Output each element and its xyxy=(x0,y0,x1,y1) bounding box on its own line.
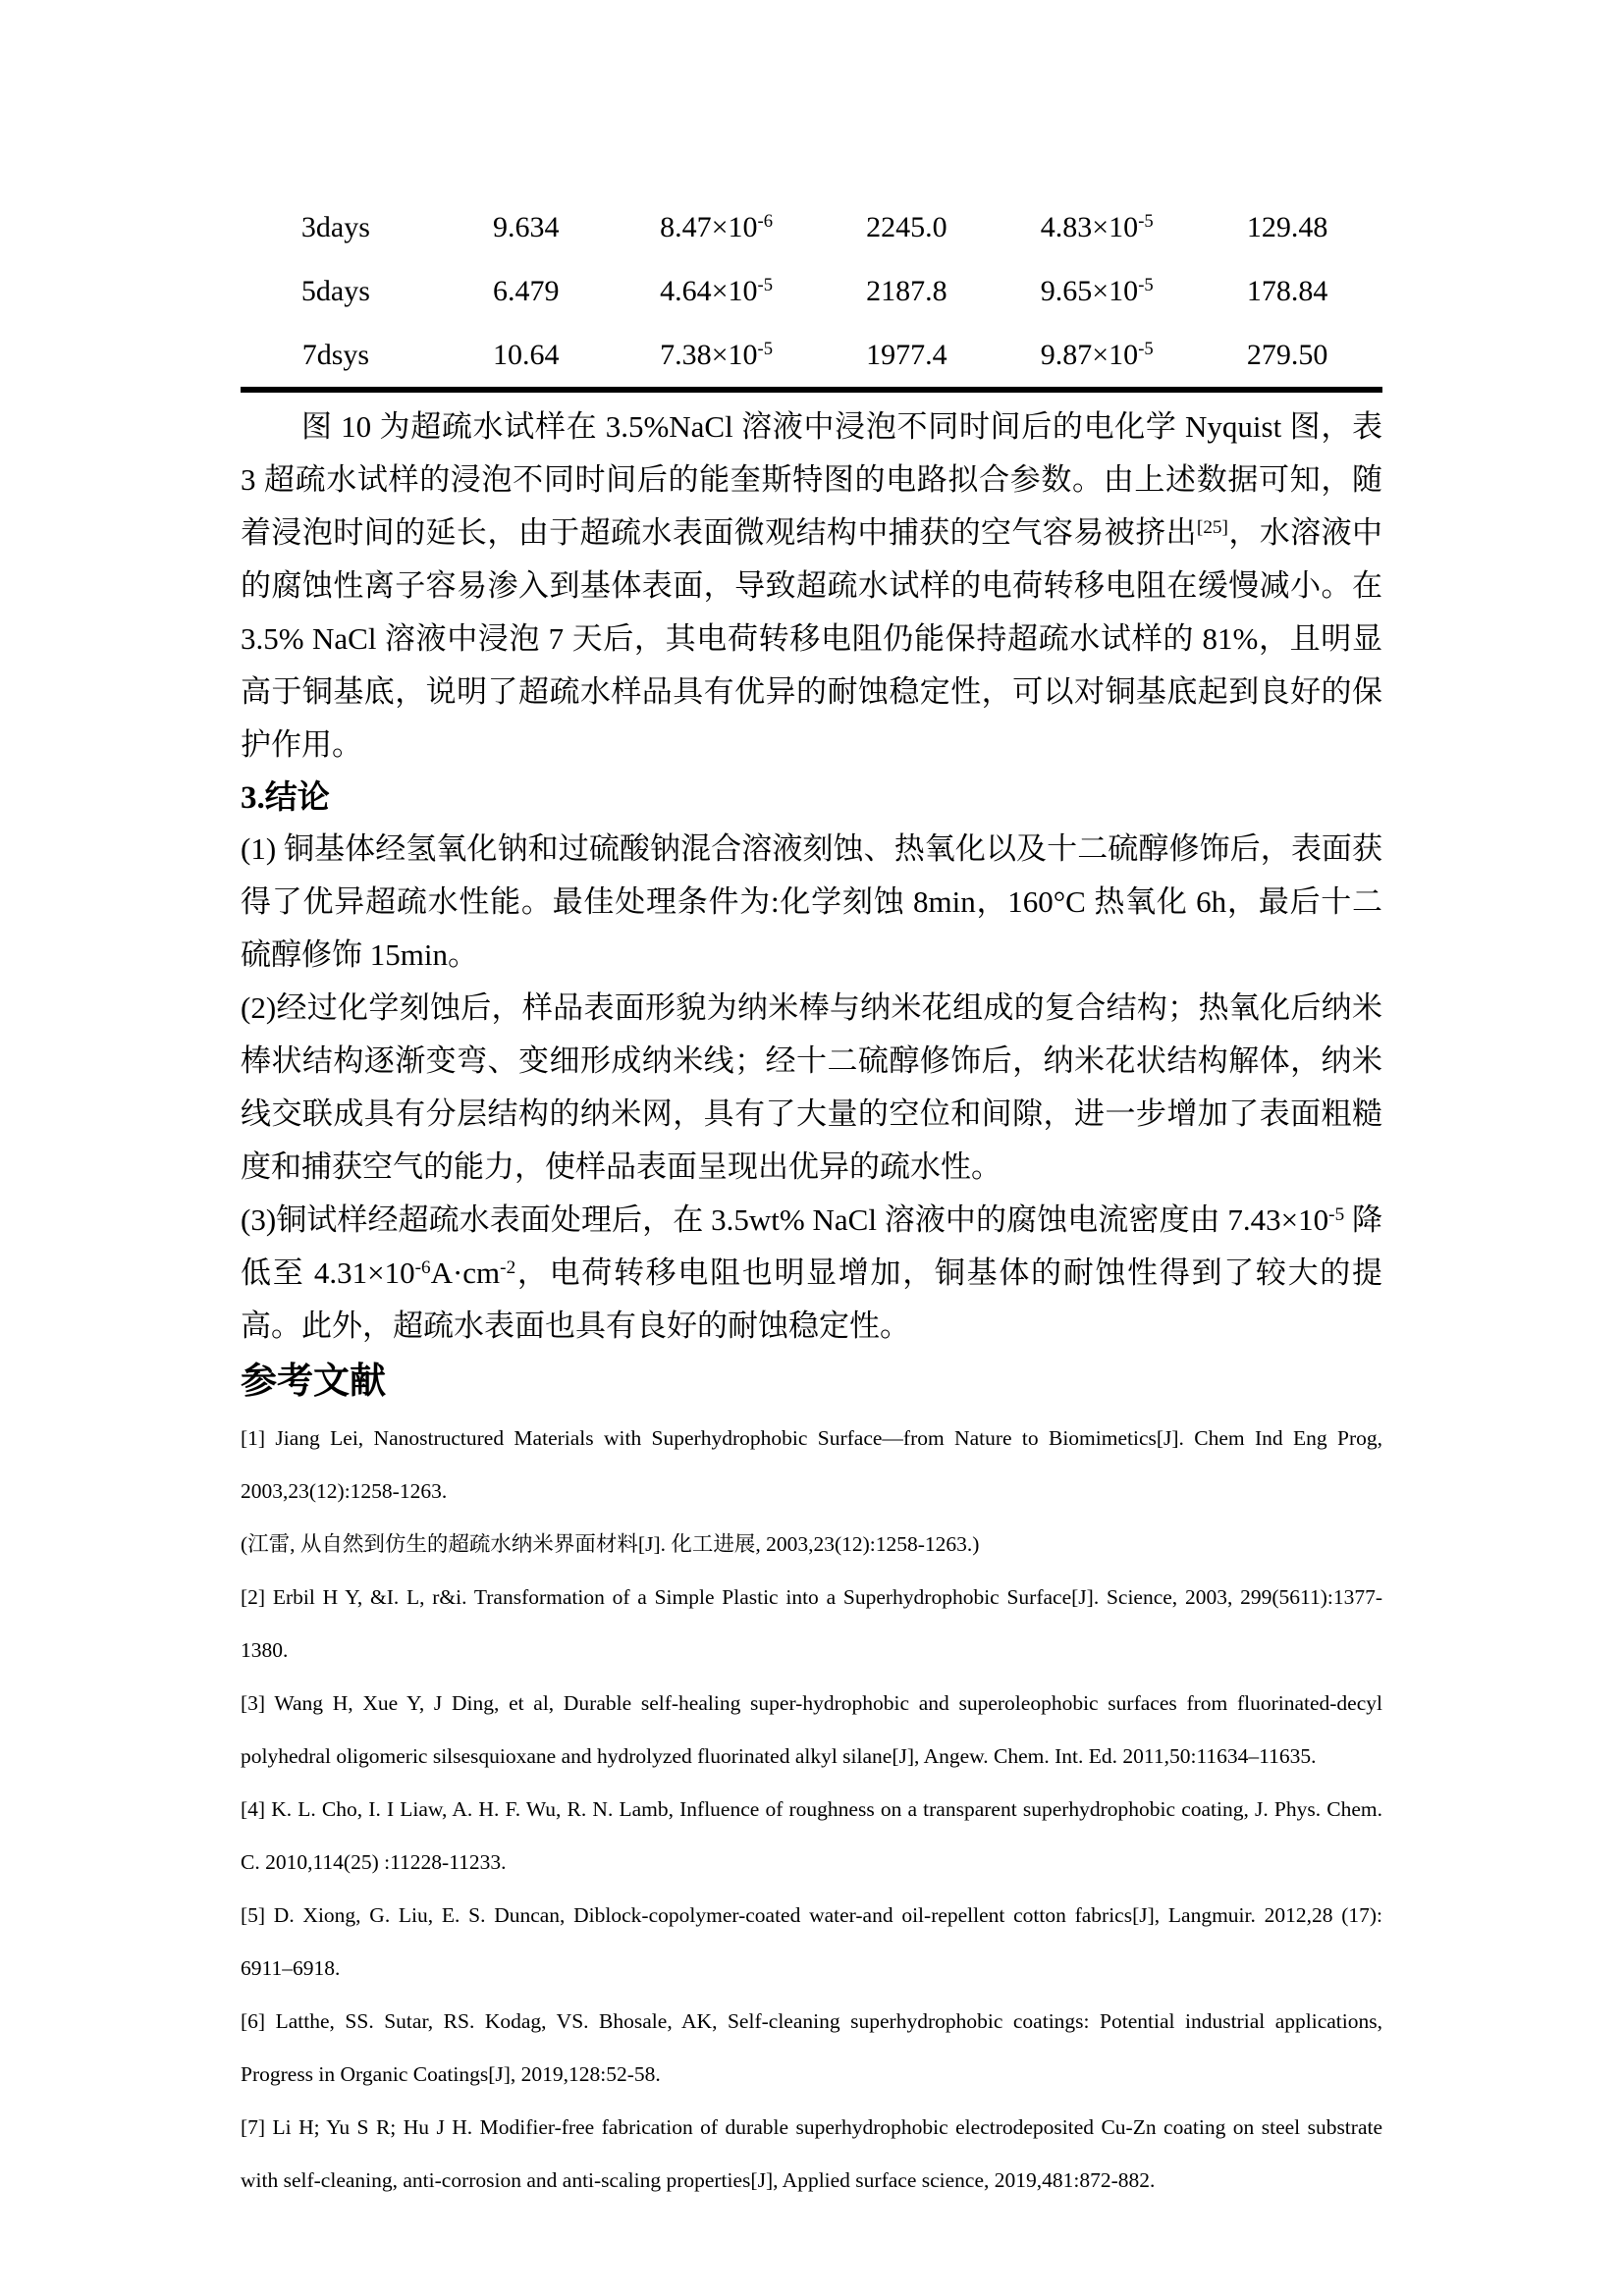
text-run: 2187.8 xyxy=(866,274,947,307)
superscript: -6 xyxy=(414,1257,431,1279)
table-cell xyxy=(622,195,812,259)
text-run: 7dsys xyxy=(301,338,370,371)
reference-item: [4] K. L. Cho, I. I Liaw, A. H. F. Wu, R. N. Lamb, Influence of roughness on a transparent superhydrophobic coating, J. Phys. Chem. C. 2010,114(25) :11228-11233. xyxy=(241,1797,1382,1874)
reference-item: [7] Li H; Yu S R; Hu J H. Modifier-free fabrication of durable superhydrophobic electrodeposited Cu-Zn coating on steel substrate with self-cleaning, anti-corrosion and anti-scaling properties[J], Applied surface science, 2019,481:872-882. xyxy=(241,2115,1382,2192)
conclusion-item-1 xyxy=(241,823,1382,982)
table-row xyxy=(241,259,1382,323)
text-run: 8.47×10 xyxy=(660,210,758,243)
text-run: 9.65×10 xyxy=(1040,274,1139,307)
table-cell xyxy=(1001,195,1192,259)
superscript: -6 xyxy=(757,211,774,233)
text-run: ，电荷转移电阻也明显增加，铜基体的耐蚀性得到了较大的提高。此外，超疏水表面也具有良好的耐蚀稳定性。 xyxy=(241,1255,1382,1343)
conclusion-item-3 xyxy=(241,1194,1382,1353)
reference-item: [1] Jiang Lei, Nanostructured Materials with Superhydrophobic Surface—from Nature to Biomimetics[J]. Chem Ind Eng Prog, 2003,23(12):1258-1263. xyxy=(241,1426,1382,1503)
superscript: -2 xyxy=(500,1257,516,1279)
table-cell xyxy=(1192,195,1382,259)
text-run: 2245.0 xyxy=(866,210,947,243)
text-run: 图 10 为超疏水试样在 3.5%NaCl 溶液中浸泡不同时间后的电化学 Nyquist 图，表 3 超疏水试样的浸泡不同时间后的能奎斯特图的电路拟合参数。由上述数据可知，随着浸泡时间的延长，由于超疏水表面微观结构中捕获的空气容易被挤出 xyxy=(241,409,1382,550)
text-run: (1) 铜基体经氢氧化钠和过硫酸钠混合溶液刻蚀、热氧化以及十二硫醇修饰后，表面获得了优异超疏水性能。最佳处理条件为:化学刻蚀 8min，160°C 热氧化 6h，最后十二硫醇修饰 15min。 xyxy=(241,831,1382,972)
table-cell xyxy=(241,259,431,323)
table-cell xyxy=(241,323,431,390)
discussion-paragraph xyxy=(241,400,1382,772)
text-run: 9.634 xyxy=(492,210,560,243)
superscript: -5 xyxy=(757,275,774,296)
text-run: (3)铜试样经超疏水表面处理后，在 3.5wt% NaCl 溶液中的腐蚀电流密度由 7.43×10 xyxy=(241,1202,1329,1237)
references-heading: 参考文献 xyxy=(241,1362,386,1402)
reference-item: [5] D. Xiong, G. Liu, E. S. Duncan, Diblock-copolymer-coated water-and oil-repellent cotton fabrics[J], Langmuir. 2012,28 (17): 6911–6918. xyxy=(241,1903,1382,1980)
conclusion-heading: 3.结论 xyxy=(241,780,330,816)
text-run: 178.84 xyxy=(1246,274,1328,307)
immersion-table xyxy=(241,195,1382,393)
text-run: 6.479 xyxy=(492,274,560,307)
table-cell xyxy=(241,195,431,259)
immersion-table-body xyxy=(241,195,1382,390)
text-run: 降低至 4.31×10 xyxy=(241,1202,1382,1290)
text-run: ，水溶液中的腐蚀性离子容易渗入到基体表面，导致超疏水试样的电荷转移电阻在缓慢减小。在 3.5% NaCl 溶液中浸泡 7 天后，其电荷转移电阻仍能保持超疏水试样的 81%，且明显高于铜基底，说明了超疏水样品具有优异的耐蚀稳定性，可以对铜基底起到良好的保护作用。 xyxy=(241,515,1383,762)
table-cell xyxy=(431,259,622,323)
text-run: A·cm xyxy=(430,1255,501,1290)
text-run: 10.64 xyxy=(492,338,560,371)
text-run: 5days xyxy=(300,274,370,307)
conclusion-item-2 xyxy=(241,982,1382,1194)
table-cell xyxy=(1192,259,1382,323)
superscript: -5 xyxy=(1138,275,1154,296)
text-run: 9.87×10 xyxy=(1040,338,1139,371)
superscript: -5 xyxy=(1138,211,1154,233)
text-run: 4.83×10 xyxy=(1040,210,1139,243)
text-run: 4.64×10 xyxy=(660,274,758,307)
superscript: [25] xyxy=(1196,517,1228,539)
reference-item: [2] Erbil H Y, &I. L, r&i. Transformation of a Simple Plastic into a Superhydrophobic Surface[J]. Science, 2003, 299(5611):1377-1380. xyxy=(241,1585,1382,1662)
table-row xyxy=(241,323,1382,390)
references-list xyxy=(241,1412,1382,2207)
text-run: 279.50 xyxy=(1246,338,1328,371)
text-run: (2)经过化学刻蚀后，样品表面形貌为纳米棒与纳米花组成的复合结构；热氧化后纳米棒状结构逐渐变弯、变细形成纳米线；经十二硫醇修饰后，纳米花状结构解体，纳米线交联成具有分层结构的纳米网，具有了大量的空位和间隙，进一步增加了表面粗糙度和捕获空气的能力，使样品表面呈现出优异的疏水性。 xyxy=(241,990,1382,1184)
text-run: 1977.4 xyxy=(866,338,947,371)
reference-item: [6] Latthe, SS. Sutar, RS. Kodag, VS. Bhosale, AK, Self-cleaning superhydrophobic coatings: Potential industrial applications, Progress in Organic Coatings[J], 2019,128:52-58. xyxy=(241,2009,1382,2086)
text-run: 7.38×10 xyxy=(660,338,758,371)
table-cell xyxy=(622,323,812,390)
text-run: 3days xyxy=(300,210,370,243)
reference-item: [3] Wang H, Xue Y, J Ding, et al, Durable self-healing super-hydrophobic and superoleophobic surfaces from fluorinated-decyl polyhedral oligomeric silsesquioxane and hydrolyzed fluorinated alkyl silane[J], Angew. Chem. Int. Ed. 2011,50:11634–11635. xyxy=(241,1691,1382,1768)
table-cell xyxy=(1001,323,1192,390)
table-cell xyxy=(811,195,1001,259)
table-cell xyxy=(1192,323,1382,390)
text-run: 129.48 xyxy=(1246,210,1328,243)
table-cell xyxy=(1001,259,1192,323)
reference-item: (江雷, 从自然到仿生的超疏水纳米界面材料[J]. 化工进展, 2003,23(12):1258-1263.) xyxy=(241,1532,980,1556)
table-cell xyxy=(431,323,622,390)
table-cell xyxy=(811,323,1001,390)
table-cell xyxy=(431,195,622,259)
table-row xyxy=(241,195,1382,259)
superscript: -5 xyxy=(1138,339,1154,360)
table-cell xyxy=(811,259,1001,323)
table-cell xyxy=(622,259,812,323)
superscript: -5 xyxy=(757,339,774,360)
superscript: -5 xyxy=(1328,1204,1345,1226)
